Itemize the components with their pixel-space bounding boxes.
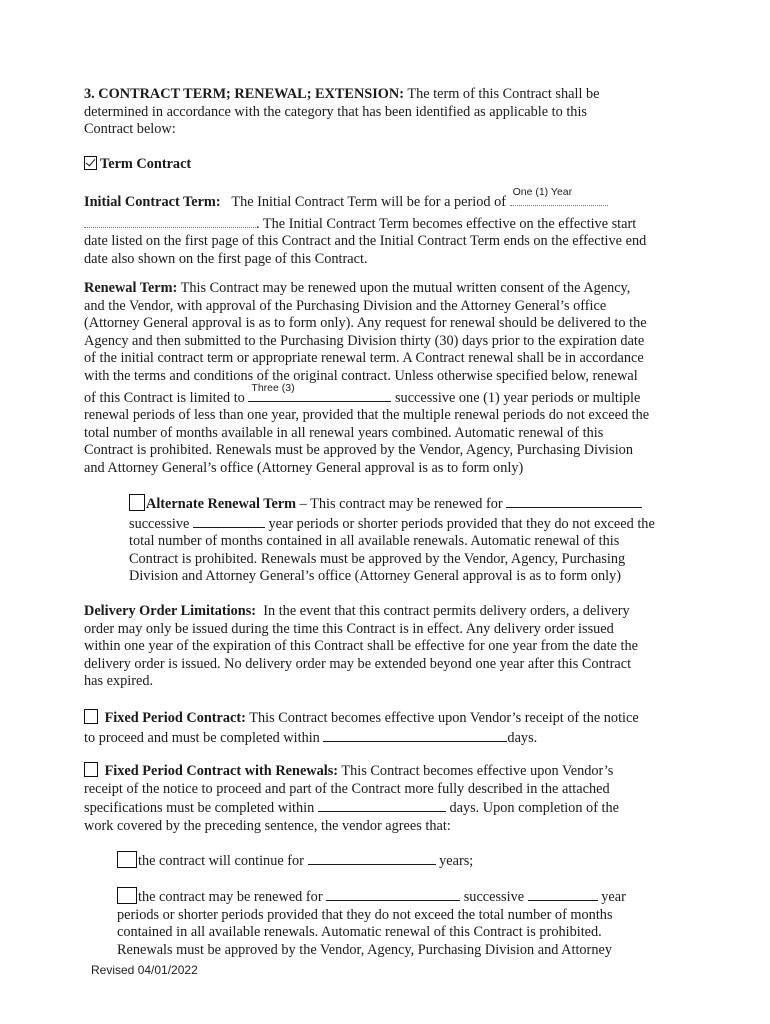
initial-term-text-d: date also shown on the first page of this Contract.: [84, 250, 368, 267]
renewal-term-line: and the Vendor, with approval of the Purchasing Division and the Attorney General’s office: [84, 297, 607, 314]
fixed-period-renewals-heading: Fixed Period Contract with Renewals:: [104, 763, 339, 779]
renewal-count-field[interactable]: [248, 381, 391, 402]
initial-term-heading: Initial Contract Term:: [84, 194, 221, 210]
option-continue-text: years;: [439, 853, 474, 869]
renewal-term-line: and Attorney General’s office (Attorney General approval is as to form only): [84, 459, 524, 476]
fixed-period-renewals-days-blank[interactable]: [318, 798, 446, 812]
renewal-term-line: of the initial contract term or appropriate renewal term. A Contract renewal shall be in accordance: [84, 350, 644, 367]
option-renew-years-blank[interactable]: [528, 887, 598, 901]
fixed-period-renewals-text: This Contract becomes effective upon Vendor’s: [341, 763, 614, 779]
initial-term-text-c: date listed on the first page of this Contract and the Initial Contract Term ends on the effective end: [84, 233, 647, 250]
alternate-renewal-text: year periods or shorter periods provided that they do not exceed the: [268, 515, 655, 532]
initial-term-period-value: One (1) Year: [512, 186, 573, 198]
fixed-period-renewals-line: work covered by the preceding sentence, the vendor agrees that:: [84, 817, 451, 834]
fixed-period-heading: Fixed Period Contract:: [104, 710, 246, 726]
delivery-order-line: delivery order is issued. No delivery order may be extended beyond one year after this Contract: [84, 655, 632, 672]
option-renew-line: Renewals must be approved by the Vendor, Agency, Purchasing Division and Attorney: [117, 941, 612, 958]
option-renew-checkbox[interactable]: [117, 887, 137, 904]
option-renew-text: successive: [463, 889, 525, 905]
renewal-term-line: renewal periods of less than one year, provided that the multiple renewal periods do not exceed the: [84, 407, 650, 424]
section-3-text: The term of this Contract shall be: [407, 86, 600, 102]
delivery-order-line: order may only be issued during the time this Contract is in effect. Any delivery order issued: [84, 620, 614, 637]
initial-term-period-field-continued[interactable]: [84, 212, 256, 228]
option-renew-text: the contract may be renewed for: [138, 889, 323, 905]
renewal-term-line: Contract is prohibited. Renewals must be approved by the Vendor, Agency, Purchasing Division: [84, 442, 633, 459]
delivery-order-line: within one year of the expiration of this Contract shall be effective for one year from the date the: [84, 638, 638, 655]
alternate-renewal-line: total number of months contained in all available renewals. Automatic renewal of this: [129, 533, 620, 550]
alternate-renewal-years-blank[interactable]: [193, 514, 265, 528]
delivery-order-heading: Delivery Order Limitations:: [84, 603, 257, 619]
option-renew-line: contained in all available renewals. Automatic renewal of this Contract is prohibited.: [117, 924, 602, 941]
renewal-term-text: This Contract may be renewed upon the mutual written consent of the Agency,: [180, 280, 631, 296]
renewal-term-line: of this Contract is limited to: [84, 389, 245, 406]
initial-term-text-b: . The Initial Contract Term becomes effective on the effective start: [256, 215, 637, 232]
alternate-renewal-heading: Alternate Renewal Term: [146, 496, 297, 512]
renewal-term-line: Agency and then submitted to the Purchasing Division thirty (30) days prior to the expiration date: [84, 332, 645, 349]
section-3-text-line-2: determined in accordance with the category that has been identified as applicable to this: [84, 103, 587, 120]
fixed-period-with-renewals: [84, 762, 684, 835]
alternate-renewal-line: Division and Attorney General’s office (Attorney General approval is as to form only): [129, 568, 622, 585]
initial-contract-term: [84, 186, 684, 268]
alternate-renewal-line: Contract is prohibited. Renewals must be approved by the Vendor, Agency, Purchasing: [129, 550, 626, 567]
fixed-period-renewals-checkbox[interactable]: [84, 762, 98, 777]
initial-term-period-field[interactable]: [510, 186, 608, 206]
option-continue: [117, 851, 654, 871]
option-continue-text: the contract will continue for: [138, 853, 304, 869]
alternate-renewal-checkbox[interactable]: [129, 494, 145, 511]
section-3-heading: 3. CONTRACT TERM; RENEWAL; EXTENSION:: [84, 86, 405, 102]
initial-term-text: The Initial Contract Term will be for a period of: [231, 194, 506, 210]
alternate-renewal-text: successive: [129, 515, 190, 532]
renewal-term-line: (Attorney General approval is as to form only). Any request for renewal should be delivered to the: [84, 315, 647, 332]
section-3-intro: [84, 86, 684, 139]
renewal-term-heading: Renewal Term:: [84, 280, 178, 296]
option-continue-years-blank[interactable]: [308, 851, 436, 865]
renewal-count-value: Three (3): [251, 381, 295, 394]
renewal-term-line: with the terms and conditions of the original contract. Unless otherwise specified below, renewal: [84, 367, 638, 384]
renewal-term: [84, 280, 684, 478]
option-renew-period-blank[interactable]: [326, 887, 460, 901]
fixed-period-checkbox[interactable]: [84, 709, 98, 724]
alternate-renewal-text: – This contract may be renewed for: [299, 496, 503, 512]
term-contract-checkbox[interactable]: [84, 156, 97, 170]
fixed-period-renewals-text: days. Upon completion of the: [449, 800, 619, 817]
fixed-period-renewals-text: specifications must be completed within: [84, 800, 315, 817]
option-renew-line: periods or shorter periods provided that they do not exceed the total number of months: [117, 906, 613, 923]
alternate-renewal-term: [129, 494, 685, 586]
renewal-term-line: total number of months available in all renewal years combined. Automatic renewal of this: [84, 424, 604, 441]
fixed-period-days-blank[interactable]: [323, 728, 507, 742]
renewal-term-line: successive one (1) year periods or multiple: [394, 389, 641, 406]
option-continue-checkbox[interactable]: [117, 851, 137, 868]
option-renew: [117, 887, 654, 959]
delivery-order-text: In the event that this contract permits delivery orders, a delivery: [263, 603, 630, 619]
alternate-renewal-period-blank[interactable]: [506, 494, 642, 508]
term-contract-option: [84, 156, 684, 174]
fixed-period-renewals-line: receipt of the notice to proceed and part of the Contract more fully described in the attached: [84, 780, 610, 797]
delivery-order-line: has expired.: [84, 673, 154, 690]
fixed-period-text: days.: [507, 729, 538, 746]
fixed-period-text: This Contract becomes effective upon Vendor’s receipt of the notice: [249, 710, 639, 726]
delivery-order-limitations: [84, 603, 684, 691]
option-renew-text: year: [601, 889, 626, 905]
fixed-period-contract: [84, 709, 684, 747]
fixed-period-text: to proceed and must be completed within: [84, 729, 320, 746]
section-3-text-line-3: Contract below:: [84, 121, 176, 138]
revised-date-footer: Revised 04/01/2022: [91, 963, 198, 977]
term-contract-label: Term Contract: [100, 156, 192, 172]
